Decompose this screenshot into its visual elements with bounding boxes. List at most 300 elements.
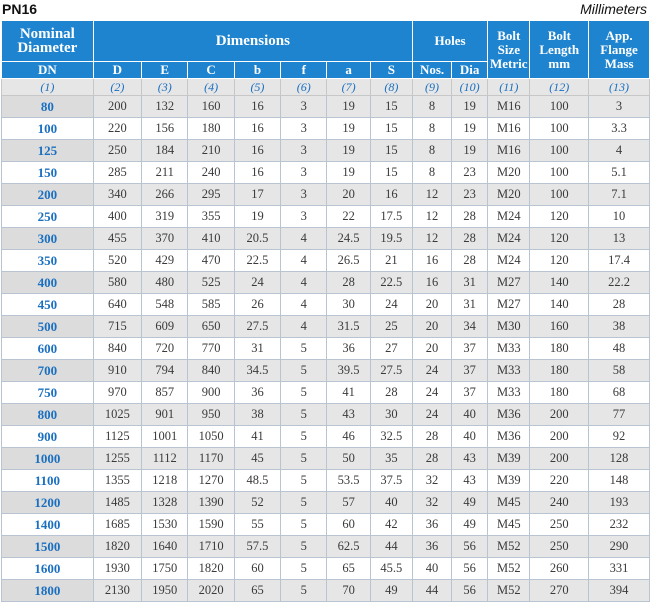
table-cell: 19 xyxy=(327,96,370,118)
table-cell: 3 xyxy=(281,96,327,118)
table-cell: 60 xyxy=(327,514,370,536)
table-cell: 340 xyxy=(93,184,141,206)
column-number-row xyxy=(2,79,650,96)
table-cell: 19 xyxy=(452,140,488,162)
table-cell: 28 xyxy=(452,206,488,228)
table-cell: 910 xyxy=(93,360,141,382)
table-cell: 15 xyxy=(370,140,412,162)
table-cell: 30 xyxy=(370,404,412,426)
table-cell: 20 xyxy=(327,184,370,206)
dn-cell: 600 xyxy=(2,338,94,360)
table-cell: 57.5 xyxy=(234,536,280,558)
column-header: C xyxy=(188,62,234,79)
table-cell: 1125 xyxy=(93,426,141,448)
table-cell: 22.2 xyxy=(589,272,650,294)
table-cell: 23 xyxy=(452,184,488,206)
table-cell: 36 xyxy=(327,338,370,360)
table-cell: 394 xyxy=(589,580,650,602)
table-cell: 36 xyxy=(234,382,280,404)
dimensions-header: Dimensions xyxy=(93,21,412,62)
title-bar xyxy=(0,0,651,20)
table-cell: 480 xyxy=(142,272,188,294)
table-cell: 1685 xyxy=(93,514,141,536)
table-cell: 19 xyxy=(452,118,488,140)
table-cell: M52 xyxy=(488,536,530,558)
table-cell: 200 xyxy=(530,404,589,426)
table-cell: 355 xyxy=(188,206,234,228)
table-cell: 794 xyxy=(142,360,188,382)
table-cell: 19 xyxy=(327,118,370,140)
table-cell: 16 xyxy=(234,140,280,162)
table-cell: 49 xyxy=(370,580,412,602)
table-cell: 2020 xyxy=(188,580,234,602)
table-cell: 24 xyxy=(412,360,451,382)
table-cell: 49 xyxy=(452,514,488,536)
dn-cell: 80 xyxy=(2,96,94,118)
column-header: a xyxy=(327,62,370,79)
dn-cell: 1200 xyxy=(2,492,94,514)
table-cell: M30 xyxy=(488,316,530,338)
table-cell: 232 xyxy=(589,514,650,536)
table-cell: M16 xyxy=(488,96,530,118)
table-cell: 901 xyxy=(142,404,188,426)
table-cell: 15 xyxy=(370,118,412,140)
table-cell: 5 xyxy=(281,360,327,382)
table-cell: 24 xyxy=(412,404,451,426)
table-cell: 43 xyxy=(327,404,370,426)
table-cell: 120 xyxy=(530,250,589,272)
table-cell: 44 xyxy=(370,536,412,558)
table-cell: 1270 xyxy=(188,470,234,492)
table-cell: 132 xyxy=(142,96,188,118)
table-cell: M33 xyxy=(488,360,530,382)
table-cell: 128 xyxy=(589,448,650,470)
table-cell: 17.4 xyxy=(589,250,650,272)
table-cell: 43 xyxy=(452,470,488,492)
table-cell: 5 xyxy=(281,382,327,404)
column-header: Dia xyxy=(452,62,488,79)
table-cell: 32.5 xyxy=(370,426,412,448)
table-cell: 5 xyxy=(281,448,327,470)
table-cell: 970 xyxy=(93,382,141,404)
table-cell: 15 xyxy=(370,96,412,118)
table-cell: 148 xyxy=(589,470,650,492)
table-cell: 1590 xyxy=(188,514,234,536)
table-cell: 77 xyxy=(589,404,650,426)
table-cell: 100 xyxy=(530,96,589,118)
table-cell: 2130 xyxy=(93,580,141,602)
table-cell: 520 xyxy=(93,250,141,272)
table-cell: 840 xyxy=(93,338,141,360)
table-row xyxy=(2,162,650,184)
bolt-size-header: Bolt Size Metric xyxy=(488,21,530,79)
table-cell: 5.1 xyxy=(589,162,650,184)
dn-header: DN xyxy=(2,62,94,79)
table-cell: 1820 xyxy=(93,536,141,558)
table-cell: 42 xyxy=(370,514,412,536)
table-cell: 4 xyxy=(281,272,327,294)
table-cell: 55 xyxy=(234,514,280,536)
table-cell: 16 xyxy=(234,162,280,184)
table-cell: 1112 xyxy=(142,448,188,470)
dn-cell: 900 xyxy=(2,426,94,448)
table-cell: M45 xyxy=(488,514,530,536)
table-cell: 180 xyxy=(530,360,589,382)
column-header: S xyxy=(370,62,412,79)
dn-cell: 250 xyxy=(2,206,94,228)
table-cell: 40 xyxy=(412,558,451,580)
table-cell: 5 xyxy=(281,492,327,514)
table-cell: M27 xyxy=(488,294,530,316)
table-row xyxy=(2,492,650,514)
table-cell: 120 xyxy=(530,206,589,228)
table-cell: 12 xyxy=(412,228,451,250)
table-row xyxy=(2,206,650,228)
table-cell: 45.5 xyxy=(370,558,412,580)
table-cell: 31 xyxy=(452,294,488,316)
table-cell: 92 xyxy=(589,426,650,448)
table-cell: 49 xyxy=(452,492,488,514)
table-cell: 4 xyxy=(281,250,327,272)
dn-cell: 200 xyxy=(2,184,94,206)
table-cell: 20 xyxy=(412,316,451,338)
table-cell: 36 xyxy=(412,514,451,536)
table-cell: 30 xyxy=(327,294,370,316)
table-cell: 270 xyxy=(530,580,589,602)
table-cell: 160 xyxy=(188,96,234,118)
table-cell: 1820 xyxy=(188,558,234,580)
table-cell: 140 xyxy=(530,272,589,294)
table-cell: 5 xyxy=(281,558,327,580)
table-cell: M20 xyxy=(488,162,530,184)
table-cell: 28 xyxy=(412,426,451,448)
dn-cell: 1400 xyxy=(2,514,94,536)
table-cell: 140 xyxy=(530,294,589,316)
column-header: D xyxy=(93,62,141,79)
column-number: (10) xyxy=(452,79,488,96)
table-cell: 25 xyxy=(370,316,412,338)
table-cell: 840 xyxy=(188,360,234,382)
table-cell: 1255 xyxy=(93,448,141,470)
table-cell: 12 xyxy=(412,206,451,228)
table-cell: 180 xyxy=(530,382,589,404)
table-cell: 16 xyxy=(370,184,412,206)
table-cell: 609 xyxy=(142,316,188,338)
table-cell: 50 xyxy=(327,448,370,470)
table-cell: 19 xyxy=(234,206,280,228)
table-cell: 4 xyxy=(281,316,327,338)
table-cell: 70 xyxy=(327,580,370,602)
column-number: (4) xyxy=(188,79,234,96)
table-cell: 10 xyxy=(589,206,650,228)
table-cell: 266 xyxy=(142,184,188,206)
table-cell: 15 xyxy=(370,162,412,184)
dn-cell: 1100 xyxy=(2,470,94,492)
table-row xyxy=(2,536,650,558)
table-cell: M27 xyxy=(488,272,530,294)
table-cell: M39 xyxy=(488,448,530,470)
column-number: (5) xyxy=(234,79,280,96)
table-cell: 16 xyxy=(234,118,280,140)
table-cell: 19.5 xyxy=(370,228,412,250)
table-cell: 585 xyxy=(188,294,234,316)
table-cell: 40 xyxy=(452,426,488,448)
table-cell: 650 xyxy=(188,316,234,338)
table-cell: 37 xyxy=(452,360,488,382)
table-cell: 770 xyxy=(188,338,234,360)
table-cell: 220 xyxy=(93,118,141,140)
table-cell: 28 xyxy=(370,382,412,404)
table-cell: 200 xyxy=(93,96,141,118)
holes-header: Holes xyxy=(412,21,487,62)
table-cell: 56 xyxy=(452,580,488,602)
table-cell: 8 xyxy=(412,96,451,118)
table-cell: 1950 xyxy=(142,580,188,602)
table-cell: 285 xyxy=(93,162,141,184)
column-number: (7) xyxy=(327,79,370,96)
table-cell: 43 xyxy=(452,448,488,470)
table-cell: 295 xyxy=(188,184,234,206)
table-cell: 319 xyxy=(142,206,188,228)
table-cell: 410 xyxy=(188,228,234,250)
table-cell: 184 xyxy=(142,140,188,162)
table-cell: 857 xyxy=(142,382,188,404)
table-cell: M24 xyxy=(488,250,530,272)
table-cell: 40 xyxy=(452,404,488,426)
table-cell: 46 xyxy=(327,426,370,448)
table-cell: 37 xyxy=(452,382,488,404)
table-cell: 3 xyxy=(589,96,650,118)
column-number: (13) xyxy=(589,79,650,96)
table-cell: 28 xyxy=(452,250,488,272)
table-cell: 28 xyxy=(327,272,370,294)
table-cell: 548 xyxy=(142,294,188,316)
table-cell: 4 xyxy=(281,294,327,316)
table-cell: 28 xyxy=(589,294,650,316)
table-cell: 331 xyxy=(589,558,650,580)
table-cell: M36 xyxy=(488,404,530,426)
table-row xyxy=(2,140,650,162)
dn-cell: 400 xyxy=(2,272,94,294)
table-cell: 950 xyxy=(188,404,234,426)
table-body xyxy=(2,96,650,602)
column-number: (2) xyxy=(93,79,141,96)
table-cell: 100 xyxy=(530,162,589,184)
table-cell: 4 xyxy=(281,228,327,250)
table-row xyxy=(2,426,650,448)
table-cell: 19 xyxy=(452,96,488,118)
table-cell: 429 xyxy=(142,250,188,272)
table-cell: 38 xyxy=(234,404,280,426)
column-number: (9) xyxy=(412,79,451,96)
table-cell: 470 xyxy=(188,250,234,272)
column-header: Nos. xyxy=(412,62,451,79)
table-row xyxy=(2,184,650,206)
table-cell: 3 xyxy=(281,184,327,206)
table-cell: 250 xyxy=(530,536,589,558)
table-cell: 13 xyxy=(589,228,650,250)
table-cell: 193 xyxy=(589,492,650,514)
table-cell: 1355 xyxy=(93,470,141,492)
table-cell: 21 xyxy=(370,250,412,272)
table-cell: 24 xyxy=(370,294,412,316)
table-cell: 24 xyxy=(412,382,451,404)
table-cell: M33 xyxy=(488,338,530,360)
table-cell: 5 xyxy=(281,404,327,426)
table-cell: 5 xyxy=(281,426,327,448)
dn-cell: 300 xyxy=(2,228,94,250)
table-cell: 27.5 xyxy=(234,316,280,338)
table-cell: 31 xyxy=(452,272,488,294)
table-cell: 1750 xyxy=(142,558,188,580)
table-cell: 48 xyxy=(589,338,650,360)
table-cell: 37 xyxy=(452,338,488,360)
table-row xyxy=(2,558,650,580)
table-cell: 180 xyxy=(530,338,589,360)
dn-cell: 1500 xyxy=(2,536,94,558)
table-cell: 156 xyxy=(142,118,188,140)
table-cell: 180 xyxy=(188,118,234,140)
dn-cell: 150 xyxy=(2,162,94,184)
table-row xyxy=(2,382,650,404)
table-cell: M20 xyxy=(488,184,530,206)
dn-cell: 1800 xyxy=(2,580,94,602)
table-cell: M33 xyxy=(488,382,530,404)
flange-dimensions-table xyxy=(1,20,650,602)
table-cell: 31.5 xyxy=(327,316,370,338)
table-cell: 19 xyxy=(327,162,370,184)
table-row xyxy=(2,228,650,250)
table-cell: 32 xyxy=(412,470,451,492)
table-cell: 3.3 xyxy=(589,118,650,140)
dn-cell: 500 xyxy=(2,316,94,338)
table-cell: 5 xyxy=(281,338,327,360)
dn-cell: 1000 xyxy=(2,448,94,470)
table-cell: 8 xyxy=(412,140,451,162)
table-cell: 3 xyxy=(281,140,327,162)
table-cell: 720 xyxy=(142,338,188,360)
table-cell: 525 xyxy=(188,272,234,294)
column-number: (1) xyxy=(2,79,94,96)
table-cell: 240 xyxy=(530,492,589,514)
table-cell: 16 xyxy=(412,250,451,272)
column-header: f xyxy=(281,62,327,79)
table-cell: M52 xyxy=(488,580,530,602)
table-cell: 20 xyxy=(412,294,451,316)
table-cell: 290 xyxy=(589,536,650,558)
pressure-class-title: PN16 xyxy=(2,1,38,17)
table-cell: 44 xyxy=(412,580,451,602)
column-number: (11) xyxy=(488,79,530,96)
table-cell: 240 xyxy=(188,162,234,184)
table-cell: 5 xyxy=(281,514,327,536)
table-cell: 17 xyxy=(234,184,280,206)
table-cell: 20 xyxy=(412,338,451,360)
table-cell: M52 xyxy=(488,558,530,580)
table-cell: M36 xyxy=(488,426,530,448)
table-cell: 160 xyxy=(530,316,589,338)
table-cell: 3 xyxy=(281,118,327,140)
table-cell: 8 xyxy=(412,118,451,140)
table-cell: 37.5 xyxy=(370,470,412,492)
table-cell: 48.5 xyxy=(234,470,280,492)
table-cell: 38 xyxy=(589,316,650,338)
table-cell: 60 xyxy=(234,558,280,580)
table-cell: 3 xyxy=(281,162,327,184)
table-cell: 65 xyxy=(234,580,280,602)
table-cell: M16 xyxy=(488,118,530,140)
column-number: (6) xyxy=(281,79,327,96)
table-cell: 65 xyxy=(327,558,370,580)
table-cell: 250 xyxy=(93,140,141,162)
table-cell: 26.5 xyxy=(327,250,370,272)
table-cell: 16 xyxy=(412,272,451,294)
bolt-length-header: Bolt Length mm xyxy=(530,21,589,79)
table-cell: 31 xyxy=(234,338,280,360)
table-cell: 57 xyxy=(327,492,370,514)
table-cell: 12 xyxy=(412,184,451,206)
units-label: Millimeters xyxy=(580,1,647,17)
table-cell: 68 xyxy=(589,382,650,404)
table-cell: 640 xyxy=(93,294,141,316)
table-cell: 250 xyxy=(530,514,589,536)
table-row xyxy=(2,514,650,536)
table-row xyxy=(2,360,650,382)
table-cell: 32 xyxy=(412,492,451,514)
table-cell: 16 xyxy=(234,96,280,118)
table-cell: 41 xyxy=(327,382,370,404)
table-cell: 1485 xyxy=(93,492,141,514)
table-cell: 1530 xyxy=(142,514,188,536)
table-cell: 5 xyxy=(281,470,327,492)
table-cell: 62.5 xyxy=(327,536,370,558)
table-cell: 5 xyxy=(281,536,327,558)
table-cell: 19 xyxy=(327,140,370,162)
table-row xyxy=(2,96,650,118)
table-cell: 24 xyxy=(234,272,280,294)
table-row xyxy=(2,470,650,492)
table-cell: 1390 xyxy=(188,492,234,514)
table-cell: 455 xyxy=(93,228,141,250)
table-cell: 210 xyxy=(188,140,234,162)
table-cell: 100 xyxy=(530,118,589,140)
table-cell: 8 xyxy=(412,162,451,184)
table-cell: 28 xyxy=(412,448,451,470)
table-cell: M24 xyxy=(488,206,530,228)
table-row xyxy=(2,316,650,338)
table-cell: 1025 xyxy=(93,404,141,426)
table-cell: 41 xyxy=(234,426,280,448)
table-cell: M39 xyxy=(488,470,530,492)
table-cell: M16 xyxy=(488,140,530,162)
table-cell: 58 xyxy=(589,360,650,382)
nominal-diameter-header: Nominal Diameter xyxy=(2,21,94,62)
table-cell: 5 xyxy=(281,580,327,602)
table-cell: 100 xyxy=(530,140,589,162)
table-cell: 211 xyxy=(142,162,188,184)
table-cell: 220 xyxy=(530,470,589,492)
table-cell: 17.5 xyxy=(370,206,412,228)
table-cell: 36 xyxy=(412,536,451,558)
table-cell: 34.5 xyxy=(234,360,280,382)
column-number: (12) xyxy=(530,79,589,96)
dn-cell: 125 xyxy=(2,140,94,162)
table-cell: 580 xyxy=(93,272,141,294)
table-cell: 34 xyxy=(452,316,488,338)
table-cell: 1170 xyxy=(188,448,234,470)
table-cell: 1640 xyxy=(142,536,188,558)
table-row xyxy=(2,272,650,294)
